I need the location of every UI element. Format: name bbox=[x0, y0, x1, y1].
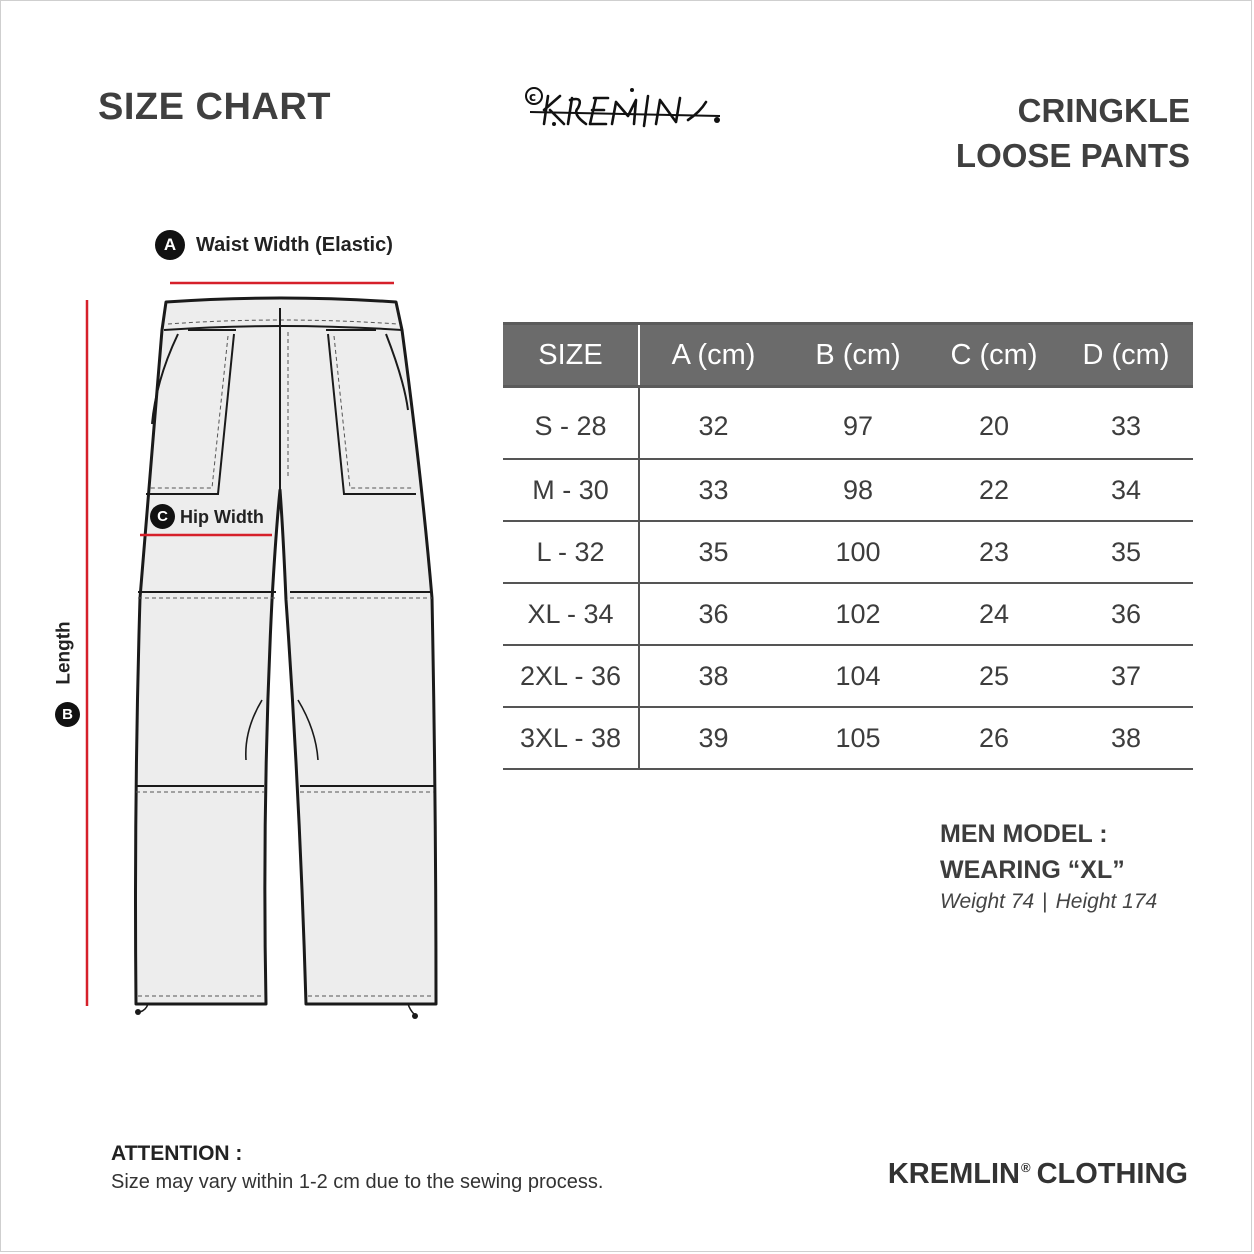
attention-text: Size may vary within 1-2 cm due to the sewing process. bbox=[111, 1171, 604, 1193]
hip-label: Hip Width bbox=[180, 507, 264, 527]
table-row bbox=[503, 521, 1193, 583]
size-cell: S - 28 bbox=[503, 387, 639, 460]
brand-suffix: CLOTHING bbox=[1036, 1158, 1188, 1190]
a-cell: 36 bbox=[639, 583, 787, 645]
product-name-line2: LOOSE PANTS bbox=[955, 137, 1190, 174]
hip-marker: C bbox=[150, 504, 175, 529]
waist-label: Waist Width (Elastic) bbox=[196, 234, 393, 256]
length-label: Length bbox=[53, 621, 75, 685]
a-cell: 32 bbox=[639, 387, 787, 460]
header-b: B (cm) bbox=[787, 324, 929, 387]
a-cell: 33 bbox=[639, 459, 787, 521]
model-height: Height 174 bbox=[1055, 890, 1158, 913]
svg-text:c: c bbox=[529, 90, 537, 104]
brand-name: KREMLIN bbox=[887, 1158, 1020, 1190]
model-label: MEN MODEL : bbox=[940, 820, 1108, 848]
table-row bbox=[503, 707, 1193, 769]
header-size: SIZE bbox=[503, 324, 639, 387]
brand-footer bbox=[888, 1158, 1188, 1191]
pants-diagram bbox=[0, 0, 500, 1060]
pants-illustration bbox=[0, 0, 500, 1060]
b-cell: 102 bbox=[787, 583, 929, 645]
a-cell: 39 bbox=[639, 707, 787, 769]
model-wearing: WEARING “XL” bbox=[940, 856, 1125, 884]
table-header-row bbox=[503, 324, 1193, 387]
attention-note bbox=[111, 1142, 603, 1194]
c-cell: 23 bbox=[929, 521, 1059, 583]
size-table bbox=[503, 322, 1193, 770]
waist-marker: A bbox=[155, 230, 185, 260]
table-row bbox=[503, 459, 1193, 521]
length-marker: B bbox=[55, 702, 80, 727]
c-cell: 26 bbox=[929, 707, 1059, 769]
model-weight: Weight 74 bbox=[940, 890, 1035, 913]
d-cell: 38 bbox=[1059, 707, 1193, 769]
product-name-line1: CRINGKLE bbox=[1017, 92, 1190, 129]
d-cell: 33 bbox=[1059, 387, 1193, 460]
size-cell: XL - 34 bbox=[503, 583, 639, 645]
attention-title: ATTENTION : bbox=[111, 1142, 243, 1165]
model-stats bbox=[940, 890, 1157, 914]
c-cell: 22 bbox=[929, 459, 1059, 521]
b-cell: 104 bbox=[787, 645, 929, 707]
model-stats-separator: | bbox=[1042, 890, 1048, 913]
size-cell: L - 32 bbox=[503, 521, 639, 583]
size-cell: M - 30 bbox=[503, 459, 639, 521]
d-cell: 35 bbox=[1059, 521, 1193, 583]
a-cell: 38 bbox=[639, 645, 787, 707]
a-cell: 35 bbox=[639, 521, 787, 583]
b-cell: 97 bbox=[787, 387, 929, 460]
c-cell: 25 bbox=[929, 645, 1059, 707]
page-title: SIZE CHART bbox=[98, 86, 331, 128]
b-cell: 100 bbox=[787, 521, 929, 583]
b-cell: 98 bbox=[787, 459, 929, 521]
d-cell: 34 bbox=[1059, 459, 1193, 521]
model-info bbox=[940, 816, 1157, 914]
c-cell: 20 bbox=[929, 387, 1059, 460]
registered-mark: ® bbox=[1020, 1160, 1031, 1175]
brand-logo bbox=[520, 82, 730, 137]
b-cell: 105 bbox=[787, 707, 929, 769]
header-d: D (cm) bbox=[1059, 324, 1193, 387]
table-row bbox=[503, 645, 1193, 707]
product-name bbox=[956, 88, 1190, 178]
d-cell: 37 bbox=[1059, 645, 1193, 707]
header-c: C (cm) bbox=[929, 324, 1059, 387]
d-cell: 36 bbox=[1059, 583, 1193, 645]
table-row bbox=[503, 583, 1193, 645]
c-cell: 24 bbox=[929, 583, 1059, 645]
header-a: A (cm) bbox=[639, 324, 787, 387]
size-cell: 2XL - 36 bbox=[503, 645, 639, 707]
table-row bbox=[503, 387, 1193, 460]
size-cell: 3XL - 38 bbox=[503, 707, 639, 769]
